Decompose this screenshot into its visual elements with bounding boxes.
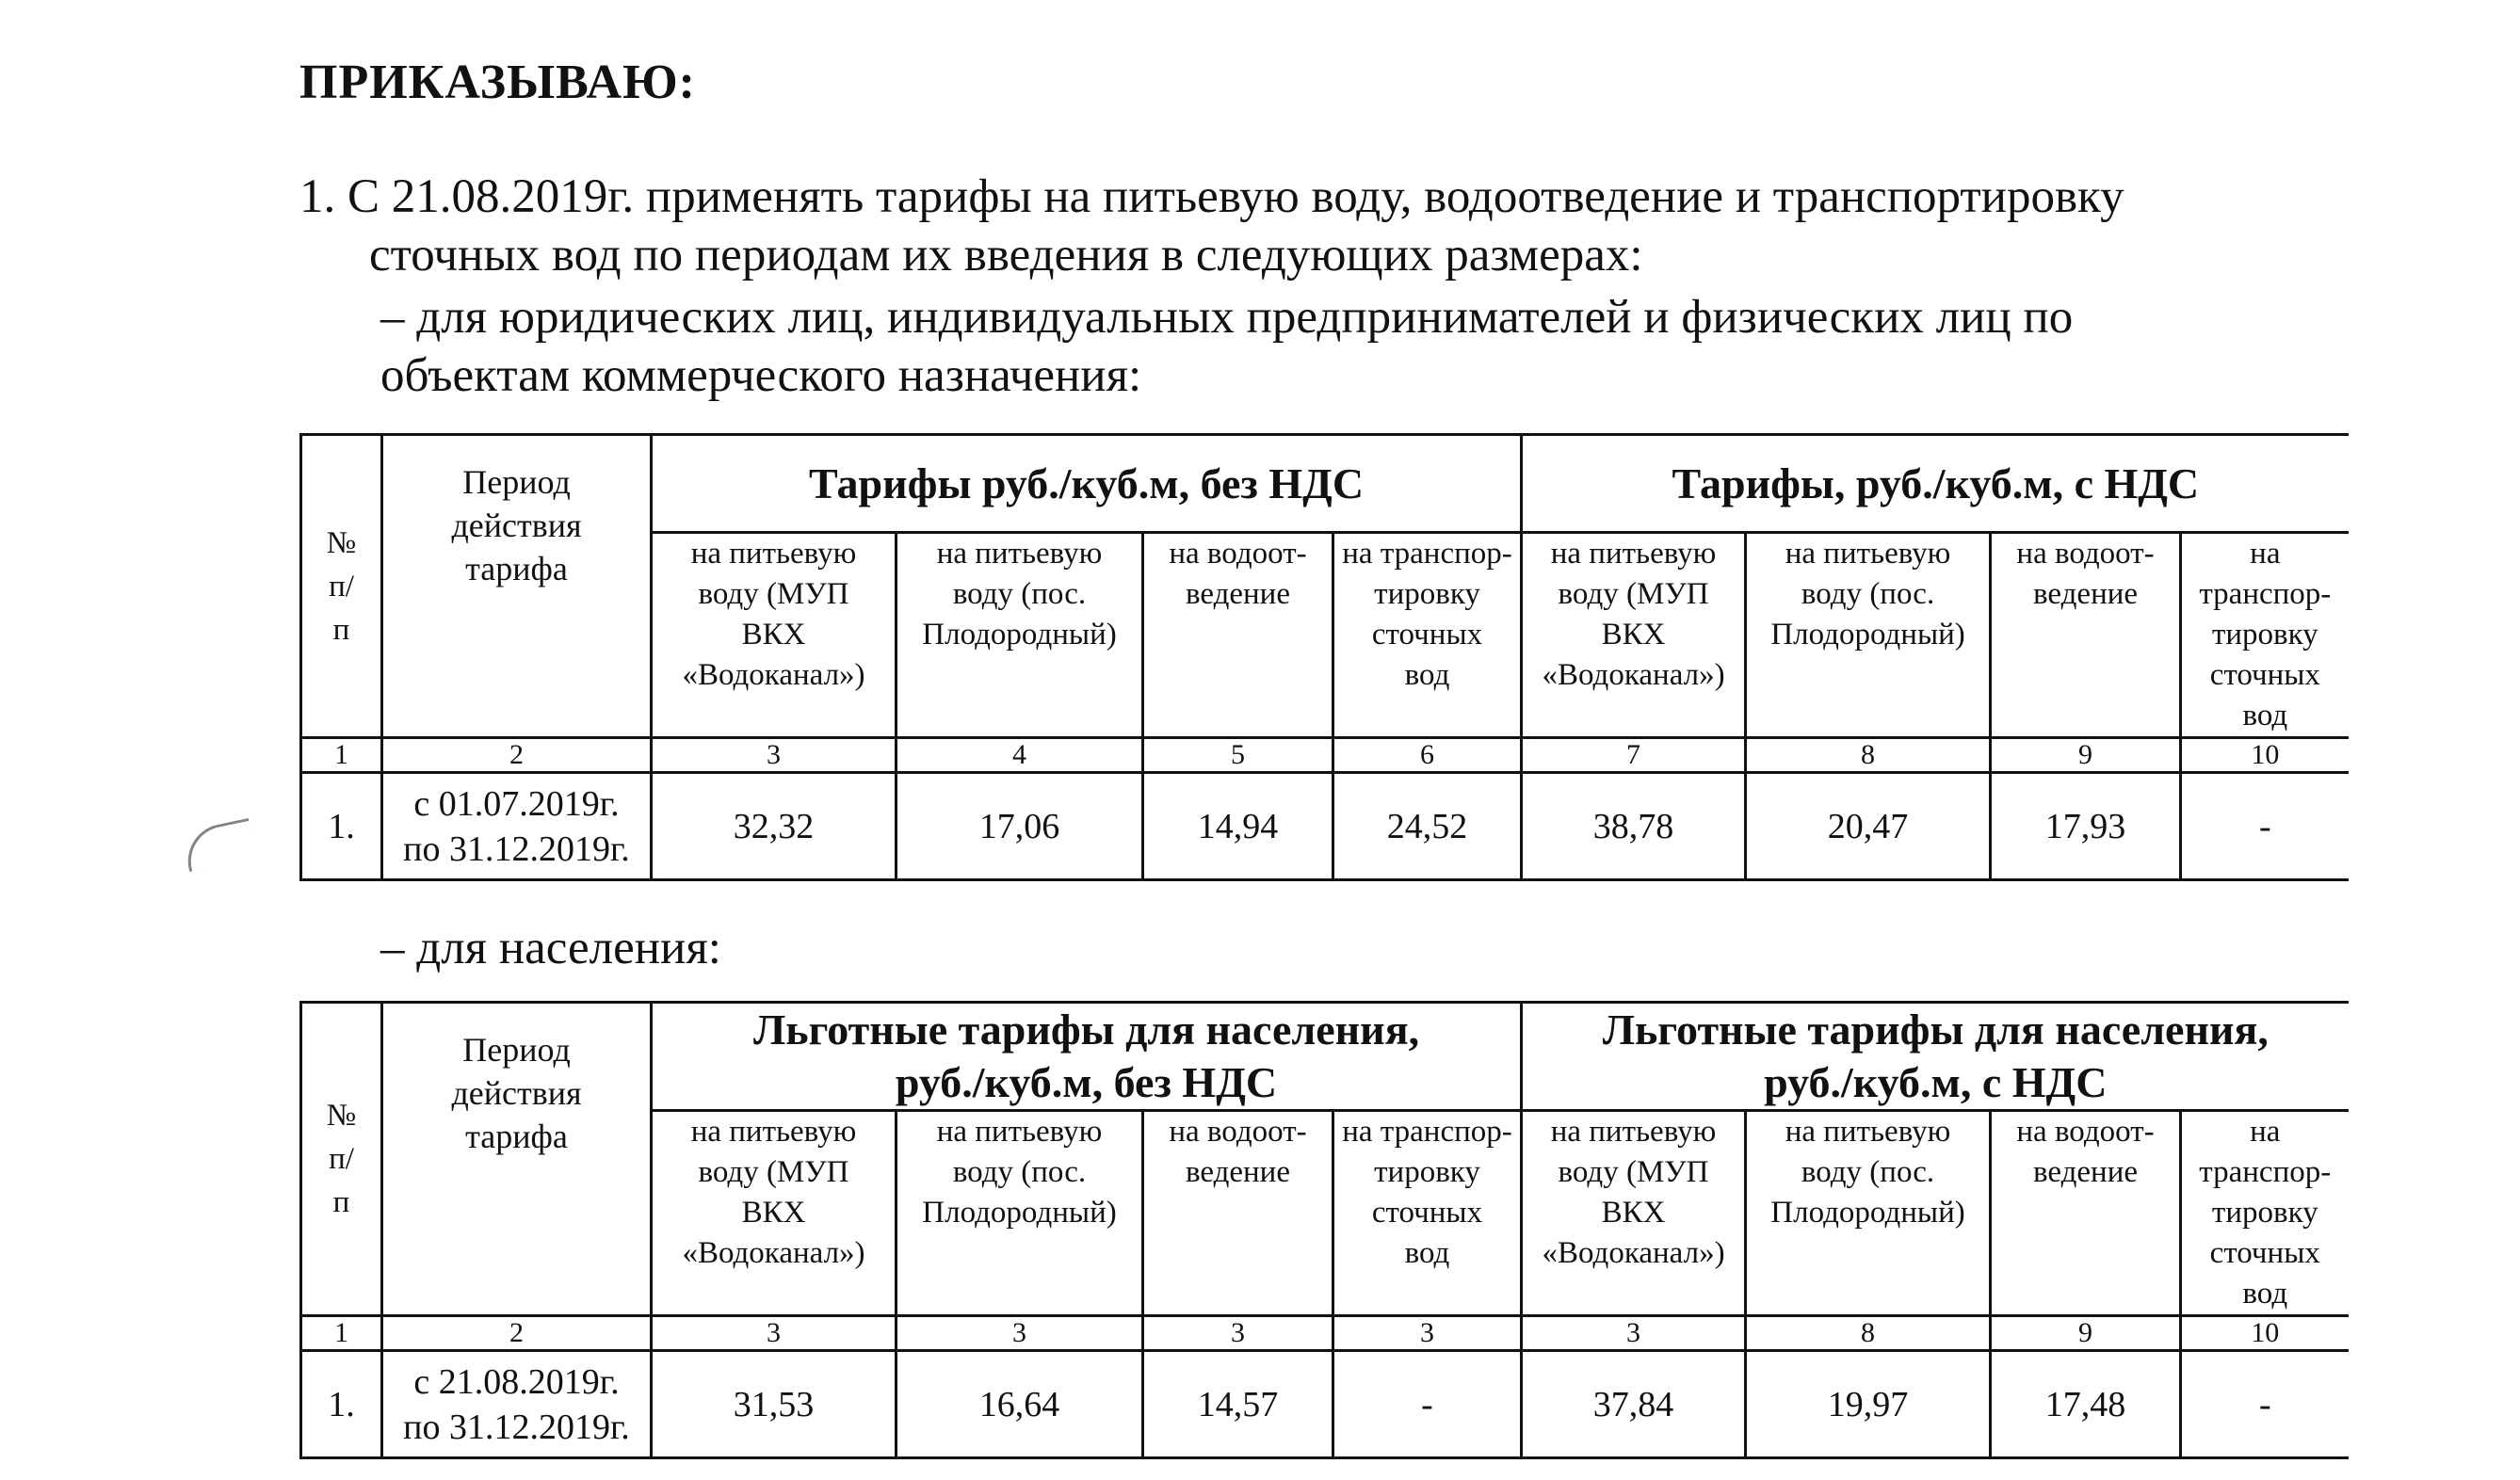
- column-index: 1: [301, 1316, 382, 1351]
- group-header-benefit-with-vat: Льготные тарифы для населения, руб./куб.м, с НДС: [1522, 1003, 2349, 1111]
- column-index: 10: [2181, 1316, 2349, 1351]
- tariff-value: -: [2181, 773, 2349, 880]
- row-period: с 21.08.2019г. по 31.12.2019г.: [382, 1351, 652, 1458]
- column-header-wastewater-vat: на водоот- ведение: [1991, 533, 2181, 738]
- column-header-drinking-water-plodorodny-vat: на питьевую воду (пос. Плодородный): [1746, 1111, 1991, 1316]
- column-header-drinking-water-plodorodny-vat: на питьевую воду (пос. Плодородный): [1746, 533, 1991, 738]
- column-header-number: № п/ п: [301, 1003, 382, 1316]
- tariff-value: 32,32: [652, 773, 897, 880]
- column-index: 2: [382, 1316, 652, 1351]
- commercial-consumers-intro-continued: объектам коммерческого назначения:: [380, 349, 1142, 402]
- group-header-with-vat: Тарифы, руб./куб.м, с НДС: [1522, 435, 2349, 533]
- clause-1-text-continued: сточных вод по периодам их введения в следующих размерах:: [369, 229, 1643, 282]
- column-index: 6: [1333, 738, 1522, 773]
- column-index: 10: [2181, 738, 2349, 773]
- column-index: 8: [1746, 1316, 1991, 1351]
- column-index: 3: [897, 1316, 1143, 1351]
- tariff-value: -: [2181, 1351, 2349, 1458]
- column-header-number: № п/ п: [301, 435, 382, 738]
- column-header-period: Период действия тарифа: [382, 1003, 652, 1316]
- column-index: 3: [1522, 1316, 1746, 1351]
- tariff-value: 17,48: [1991, 1351, 2181, 1458]
- column-header-drinking-water-vodokanal: на питьевую воду (МУП ВКХ «Водоканал»): [652, 1111, 897, 1316]
- tariff-value: 19,97: [1746, 1351, 1991, 1458]
- column-header-wastewater-vat: на водоот- ведение: [1991, 1111, 2181, 1316]
- scan-pen-mark: [181, 818, 256, 872]
- tariff-value: 14,57: [1143, 1351, 1333, 1458]
- tariff-value: 20,47: [1746, 773, 1991, 880]
- commercial-consumers-intro: – для юридических лиц, индивидуальных предпринимателей и физических лиц по: [380, 291, 2074, 344]
- column-header-wastewater: на водоот- ведение: [1143, 1111, 1333, 1316]
- column-header-drinking-water-vodokanal-vat: на питьевую воду (МУП ВКХ «Водоканал»): [1522, 1111, 1746, 1316]
- order-heading: ПРИКАЗЫВАЮ:: [299, 56, 696, 109]
- column-header-sewage-transport: на транспор- тировку сточных вод: [1333, 533, 1522, 738]
- column-index: 4: [897, 738, 1143, 773]
- column-index: 3: [1333, 1316, 1522, 1351]
- column-index: 3: [652, 1316, 897, 1351]
- column-header-period: Период действия тарифа: [382, 435, 652, 738]
- column-header-drinking-water-vodokanal: на питьевую воду (МУП ВКХ «Водоканал»): [652, 533, 897, 738]
- tariff-value: 38,78: [1522, 773, 1746, 880]
- residential-consumers-intro: – для населения:: [380, 922, 721, 974]
- column-header-wastewater: на водоот- ведение: [1143, 533, 1333, 738]
- column-index: 9: [1991, 1316, 2181, 1351]
- group-header-without-vat: Тарифы руб./куб.м, без НДС: [652, 435, 1522, 533]
- column-index: 2: [382, 738, 652, 773]
- column-index: 1: [301, 738, 382, 773]
- clause-1-text: 1. С 21.08.2019г. применять тарифы на питьевую воду, водоотведение и транспортировку: [299, 170, 2124, 223]
- row-number: 1.: [301, 1351, 382, 1458]
- column-index: 5: [1143, 738, 1333, 773]
- column-header-drinking-water-plodorodny: на питьевую воду (пос. Плодородный): [897, 533, 1143, 738]
- tariff-value: 24,52: [1333, 773, 1522, 880]
- tariff-value: 37,84: [1522, 1351, 1746, 1458]
- tariff-value: -: [1333, 1351, 1522, 1458]
- row-number: 1.: [301, 773, 382, 880]
- table-row: [301, 1351, 2349, 1458]
- column-header-drinking-water-vodokanal-vat: на питьевую воду (МУП ВКХ «Водоканал»): [1522, 533, 1746, 738]
- group-header-benefit-without-vat: Льготные тарифы для населения, руб./куб.м, без НДС: [652, 1003, 1522, 1111]
- column-index: 3: [1143, 1316, 1333, 1351]
- tariff-value: 17,06: [897, 773, 1143, 880]
- table-row: [301, 773, 2349, 880]
- column-index: 7: [1522, 738, 1746, 773]
- column-index: 8: [1746, 738, 1991, 773]
- column-header-sewage-transport: на транспор- тировку сточных вод: [1333, 1111, 1522, 1316]
- tariff-value: 31,53: [652, 1351, 897, 1458]
- tariff-value: 14,94: [1143, 773, 1333, 880]
- column-header-sewage-transport-vat: на транспор- тировку сточных вод: [2181, 1111, 2349, 1316]
- column-header-sewage-transport-vat: на транспор- тировку сточных вод: [2181, 533, 2349, 738]
- column-index: 3: [652, 738, 897, 773]
- column-index: 9: [1991, 738, 2181, 773]
- tariff-value: 16,64: [897, 1351, 1143, 1458]
- column-header-drinking-water-plodorodny: на питьевую воду (пос. Плодородный): [897, 1111, 1143, 1316]
- residential-tariff-table: [299, 1001, 2349, 1459]
- tariff-value: 17,93: [1991, 773, 2181, 880]
- row-period: с 01.07.2019г. по 31.12.2019г.: [382, 773, 652, 880]
- commercial-tariff-table: [299, 433, 2349, 881]
